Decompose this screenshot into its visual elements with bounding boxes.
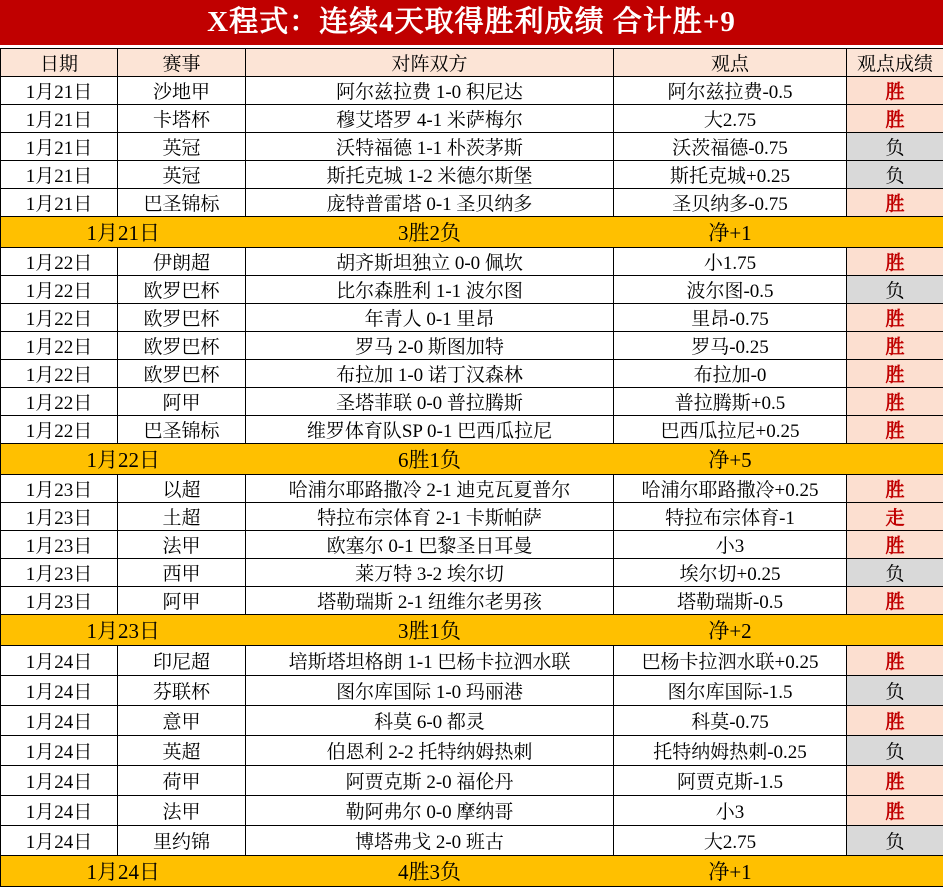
match-cell: 布拉加 1-0 诺丁汉森林 <box>246 360 614 388</box>
summary-record-cell: 3胜1负 <box>246 615 614 646</box>
view-cell: 大2.75 <box>614 105 847 133</box>
league-cell: 以超 <box>118 475 246 503</box>
date-cell: 1月24日 <box>1 706 118 736</box>
match-cell: 欧塞尔 0-1 巴黎圣日耳曼 <box>246 531 614 559</box>
view-cell: 阿尔兹拉费-0.5 <box>614 77 847 105</box>
league-cell: 印尼超 <box>118 646 246 676</box>
result-cell: 胜 <box>847 587 943 615</box>
result-cell: 胜 <box>847 706 943 736</box>
table-row <box>1 332 943 360</box>
date-cell: 1月22日 <box>1 360 118 388</box>
summary-spacer-cell <box>847 444 943 475</box>
table-row <box>1 736 943 766</box>
match-cell: 哈浦尔耶路撒冷 2-1 迪克瓦夏普尔 <box>246 475 614 503</box>
table-row <box>1 276 943 304</box>
result-cell: 胜 <box>847 77 943 105</box>
page-title: X程式：连续4天取得胜利成绩 合计胜+9 <box>0 0 943 45</box>
view-cell: 阿贾克斯-1.5 <box>614 766 847 796</box>
match-cell: 维罗体育队SP 0-1 巴西瓜拉尼 <box>246 416 614 444</box>
match-cell: 勒阿弗尔 0-0 摩纳哥 <box>246 796 614 826</box>
summary-spacer-cell <box>847 615 943 646</box>
table-row <box>1 587 943 615</box>
league-cell: 芬联杯 <box>118 676 246 706</box>
league-cell: 英冠 <box>118 161 246 189</box>
match-cell: 阿尔兹拉费 1-0 积尼达 <box>246 77 614 105</box>
view-cell: 图尔库国际-1.5 <box>614 676 847 706</box>
view-cell: 小3 <box>614 531 847 559</box>
view-cell: 哈浦尔耶路撒冷+0.25 <box>614 475 847 503</box>
table-row <box>1 706 943 736</box>
table-row <box>1 248 943 276</box>
table-row <box>1 531 943 559</box>
view-cell: 大2.75 <box>614 826 847 856</box>
date-cell: 1月21日 <box>1 133 118 161</box>
league-cell: 荷甲 <box>118 766 246 796</box>
col-header-view: 观点 <box>614 49 847 77</box>
view-cell: 斯托克城+0.25 <box>614 161 847 189</box>
match-cell: 阿贾克斯 2-0 福伦丹 <box>246 766 614 796</box>
table-row <box>1 503 943 531</box>
col-header-match: 对阵双方 <box>246 49 614 77</box>
table-row <box>1 304 943 332</box>
date-cell: 1月23日 <box>1 559 118 587</box>
result-cell: 胜 <box>847 388 943 416</box>
summary-net-cell: 净+2 <box>614 615 847 646</box>
league-cell: 巴圣锦标 <box>118 416 246 444</box>
table-row <box>1 676 943 706</box>
table-row <box>1 388 943 416</box>
view-cell: 托特纳姆热刺-0.25 <box>614 736 847 766</box>
match-cell: 圣塔菲联 0-0 普拉腾斯 <box>246 388 614 416</box>
view-cell: 埃尔切+0.25 <box>614 559 847 587</box>
col-header-league: 赛事 <box>118 49 246 77</box>
match-cell: 培斯塔坦格朗 1-1 巴杨卡拉泗水联 <box>246 646 614 676</box>
league-cell: 意甲 <box>118 706 246 736</box>
summary-record-cell: 4胜3负 <box>246 856 614 887</box>
summary-net-cell: 净+1 <box>614 856 847 887</box>
summary-net-cell: 净+1 <box>614 217 847 248</box>
result-cell: 走 <box>847 503 943 531</box>
col-header-date: 日期 <box>1 49 118 77</box>
result-cell: 胜 <box>847 189 943 217</box>
summary-spacer-cell <box>847 856 943 887</box>
league-cell: 里约锦 <box>118 826 246 856</box>
view-cell: 罗马-0.25 <box>614 332 847 360</box>
table-row <box>1 796 943 826</box>
date-cell: 1月21日 <box>1 105 118 133</box>
view-cell: 布拉加-0 <box>614 360 847 388</box>
result-cell: 负 <box>847 676 943 706</box>
view-cell: 特拉布宗体育-1 <box>614 503 847 531</box>
view-cell: 沃茨福德-0.75 <box>614 133 847 161</box>
league-cell: 伊朗超 <box>118 248 246 276</box>
league-cell: 卡塔杯 <box>118 105 246 133</box>
result-cell: 胜 <box>847 248 943 276</box>
summary-row <box>1 444 943 475</box>
league-cell: 法甲 <box>118 796 246 826</box>
league-cell: 阿甲 <box>118 388 246 416</box>
league-cell: 西甲 <box>118 559 246 587</box>
result-cell: 负 <box>847 826 943 856</box>
summary-date-cell: 1月21日 <box>1 217 246 248</box>
result-cell: 胜 <box>847 105 943 133</box>
summary-record-cell: 6胜1负 <box>246 444 614 475</box>
league-cell: 阿甲 <box>118 587 246 615</box>
date-cell: 1月22日 <box>1 416 118 444</box>
match-cell: 博塔弗戈 2-0 班古 <box>246 826 614 856</box>
results-table <box>0 48 943 887</box>
result-cell: 胜 <box>847 766 943 796</box>
table-row <box>1 133 943 161</box>
league-cell: 欧罗巴杯 <box>118 332 246 360</box>
result-cell: 负 <box>847 161 943 189</box>
table-row <box>1 416 943 444</box>
view-cell: 科莫-0.75 <box>614 706 847 736</box>
result-cell: 胜 <box>847 796 943 826</box>
match-cell: 伯恩利 2-2 托特纳姆热刺 <box>246 736 614 766</box>
date-cell: 1月23日 <box>1 587 118 615</box>
table-row <box>1 189 943 217</box>
table-row <box>1 360 943 388</box>
result-cell: 胜 <box>847 332 943 360</box>
league-cell: 土超 <box>118 503 246 531</box>
date-cell: 1月21日 <box>1 161 118 189</box>
summary-date-cell: 1月22日 <box>1 444 246 475</box>
match-cell: 罗马 2-0 斯图加特 <box>246 332 614 360</box>
match-cell: 斯托克城 1-2 米德尔斯堡 <box>246 161 614 189</box>
date-cell: 1月23日 <box>1 475 118 503</box>
league-cell: 英超 <box>118 736 246 766</box>
match-cell: 胡齐斯坦独立 0-0 佩坎 <box>246 248 614 276</box>
result-cell: 负 <box>847 133 943 161</box>
result-cell: 胜 <box>847 646 943 676</box>
league-cell: 欧罗巴杯 <box>118 360 246 388</box>
view-cell: 小1.75 <box>614 248 847 276</box>
date-cell: 1月22日 <box>1 388 118 416</box>
date-cell: 1月24日 <box>1 646 118 676</box>
date-cell: 1月22日 <box>1 248 118 276</box>
match-cell: 比尔森胜利 1-1 波尔图 <box>246 276 614 304</box>
league-cell: 沙地甲 <box>118 77 246 105</box>
date-cell: 1月22日 <box>1 276 118 304</box>
table-row <box>1 475 943 503</box>
table-row <box>1 105 943 133</box>
table-row <box>1 77 943 105</box>
view-cell: 巴杨卡拉泗水联+0.25 <box>614 646 847 676</box>
result-cell: 胜 <box>847 531 943 559</box>
match-cell: 穆艾塔罗 4-1 米萨梅尔 <box>246 105 614 133</box>
table-row <box>1 766 943 796</box>
view-cell: 里昂-0.75 <box>614 304 847 332</box>
date-cell: 1月21日 <box>1 77 118 105</box>
result-cell: 胜 <box>847 416 943 444</box>
date-cell: 1月24日 <box>1 766 118 796</box>
table-row <box>1 826 943 856</box>
result-cell: 胜 <box>847 475 943 503</box>
match-cell: 特拉布宗体育 2-1 卡斯帕萨 <box>246 503 614 531</box>
summary-spacer-cell <box>847 217 943 248</box>
date-cell: 1月23日 <box>1 503 118 531</box>
view-cell: 波尔图-0.5 <box>614 276 847 304</box>
view-cell: 巴西瓜拉尼+0.25 <box>614 416 847 444</box>
match-cell: 科莫 6-0 都灵 <box>246 706 614 736</box>
date-cell: 1月24日 <box>1 796 118 826</box>
result-cell: 胜 <box>847 360 943 388</box>
view-cell: 小3 <box>614 796 847 826</box>
league-cell: 巴圣锦标 <box>118 189 246 217</box>
summary-net-cell: 净+5 <box>614 444 847 475</box>
date-cell: 1月21日 <box>1 189 118 217</box>
league-cell: 英冠 <box>118 133 246 161</box>
match-cell: 沃特福德 1-1 朴茨茅斯 <box>246 133 614 161</box>
league-cell: 欧罗巴杯 <box>118 276 246 304</box>
match-cell: 庞特普雷塔 0-1 圣贝纳多 <box>246 189 614 217</box>
date-cell: 1月24日 <box>1 736 118 766</box>
view-cell: 塔勒瑞斯-0.5 <box>614 587 847 615</box>
result-cell: 负 <box>847 736 943 766</box>
date-cell: 1月24日 <box>1 676 118 706</box>
summary-row <box>1 615 943 646</box>
date-cell: 1月22日 <box>1 304 118 332</box>
match-cell: 图尔库国际 1-0 玛丽港 <box>246 676 614 706</box>
col-header-result: 观点成绩 <box>847 49 943 77</box>
league-cell: 法甲 <box>118 531 246 559</box>
summary-date-cell: 1月24日 <box>1 856 246 887</box>
league-cell: 欧罗巴杯 <box>118 304 246 332</box>
match-cell: 莱万特 3-2 埃尔切 <box>246 559 614 587</box>
date-cell: 1月23日 <box>1 531 118 559</box>
column-header-row <box>1 49 943 77</box>
table-row <box>1 161 943 189</box>
summary-date-cell: 1月23日 <box>1 615 246 646</box>
result-cell: 负 <box>847 559 943 587</box>
match-cell: 年青人 0-1 里昂 <box>246 304 614 332</box>
result-cell: 负 <box>847 276 943 304</box>
table-row <box>1 559 943 587</box>
summary-row <box>1 856 943 887</box>
date-cell: 1月24日 <box>1 826 118 856</box>
table-row <box>1 646 943 676</box>
view-cell: 圣贝纳多-0.75 <box>614 189 847 217</box>
match-cell: 塔勒瑞斯 2-1 纽维尔老男孩 <box>246 587 614 615</box>
date-cell: 1月22日 <box>1 332 118 360</box>
result-cell: 胜 <box>847 304 943 332</box>
view-cell: 普拉腾斯+0.5 <box>614 388 847 416</box>
summary-row <box>1 217 943 248</box>
summary-record-cell: 3胜2负 <box>246 217 614 248</box>
